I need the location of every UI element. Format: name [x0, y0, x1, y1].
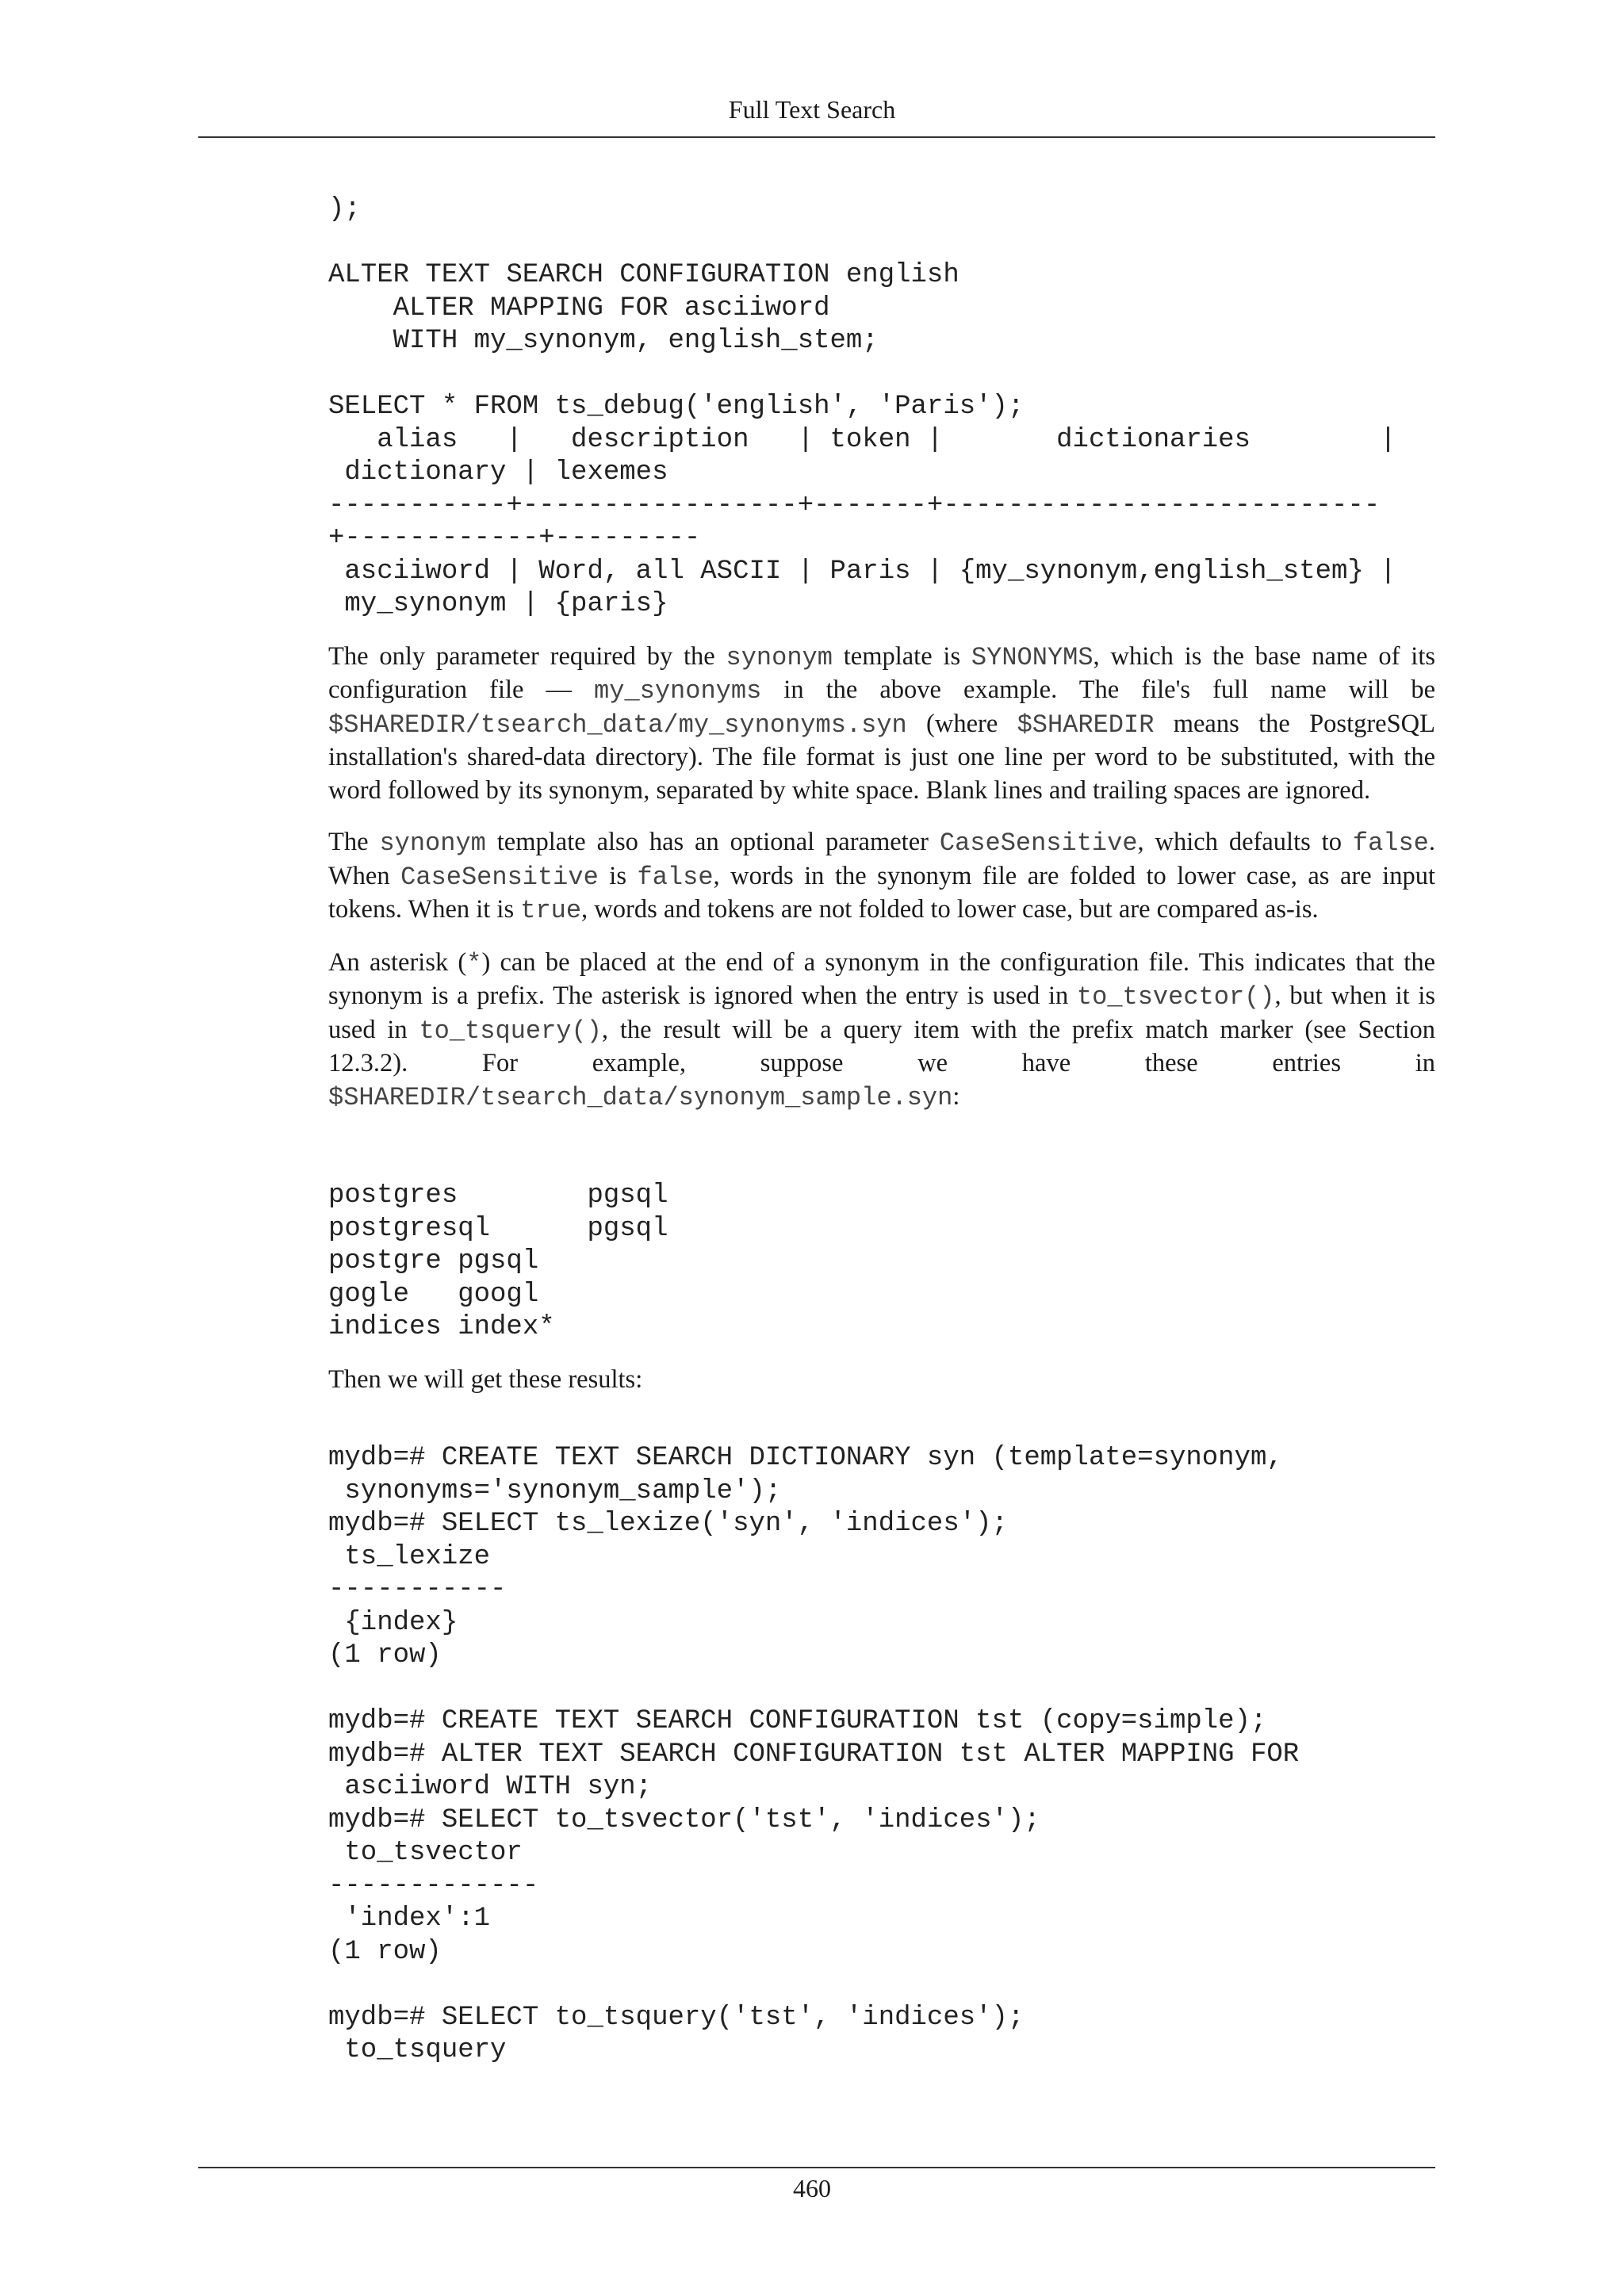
code-block-synonym-file: postgres pgsql postgresql pgsql postgre pgsql gogle googl indices index* — [328, 1181, 668, 1342]
header-rule — [198, 136, 1435, 138]
inline-code: synonym — [379, 828, 486, 858]
inline-code: true — [520, 896, 582, 925]
inline-code: synonym — [726, 642, 833, 672]
inline-code: CaseSensitive — [939, 828, 1138, 858]
page-content — [328, 193, 1435, 2068]
inline-code: false — [1352, 828, 1429, 858]
inline-code: CaseSensitive — [400, 862, 599, 892]
code-block-synonym-config: ); ALTER TEXT SEARCH CONFIGURATION english ALTER MAPPING FOR asciiword WITH my_synonym, english_stem; SELECT * FROM ts_debug('english', 'Paris'); alias | description | token | dictionaries | dictionary | lexemes -----------+-----------------+-------+--------------------------- +------------+--------- asciiword | Word, all ASCII | Paris | {my_synonym,english_stem} | my_synonym | {paris} — [328, 194, 1396, 619]
inline-code: to_tsquery() — [419, 1016, 602, 1046]
paragraph-results-intro: Then we will get these results: — [328, 1364, 643, 1394]
paragraph-asterisk-prefix: An asterisk (*) can be placed at the end of a synonym in the configuration file. This indicates that the synonym is a prefix. The asterisk is ignored when the entry is used in to_tsvector(), but when it is used in to_tsquery(), the result will be a query item with the prefix match marker (see Section 12.3.2). For example, suppose we have these entries in $SHAREDIR/tsearch_data/synonym_sample.syn: — [328, 947, 1435, 1112]
inline-code: false — [637, 862, 714, 892]
code-block-results: mydb=# CREATE TEXT SEARCH DICTIONARY syn (template=synonym, synonyms='synonym_sample'); mydb=# SELECT ts_lexize('syn', 'indices'); ts_lexize ----------- {index} (1 row) mydb=# CREATE TEXT SEARCH CONFIGURATION tst (copy=simple); mydb=# ALTER TEXT SEARCH CONFIGURATION tst ALTER MAPPING FOR asciiword WITH syn; mydb=# SELECT to_tsvector('tst', 'indices'); to_tsvector ------------- 'index':1 (1 row) mydb=# SELECT to_tsquery('tst', 'indices'); to_tsquery — [328, 1443, 1300, 2065]
inline-code: SYNONYMS — [971, 642, 1094, 672]
inline-code: $SHAREDIR/tsearch_data/my_synonyms.syn — [328, 710, 907, 740]
footer-rule — [198, 2167, 1435, 2168]
paragraph-synonyms-parameter: The only parameter required by the synonym template is SYNONYMS, which is the base name of its configuration file — my_synonyms in the above example. The file's full name will be $SHAREDIR/tsearch_data/my_synonyms.syn (where $SHAREDIR means the PostgreSQL installation's shared-data directory). The file format is just one line per word to be substituted, with the word followed by its synonym, separated by white space. Blank lines and trailing spaces are ignored. — [328, 641, 1435, 805]
inline-code: $SHAREDIR — [1017, 710, 1155, 740]
inline-code: my_synonyms — [594, 676, 762, 706]
inline-code: * — [466, 948, 482, 978]
inline-code: to_tsvector() — [1076, 982, 1275, 1012]
page-header: Full Text Search — [728, 95, 896, 124]
page-number: 460 — [793, 2174, 831, 2202]
paragraph-case-sensitive: The synonym template also has an optional parameter CaseSensitive, which defaults to false. When CaseSensitive is false, words in the synonym file are folded to lower case, as are input tokens. When it is true, words and tokens are not folded to lower case, but are compared as-is. — [328, 828, 1435, 925]
inline-code: $SHAREDIR/tsearch_data/synonym_sample.syn — [328, 1082, 953, 1112]
